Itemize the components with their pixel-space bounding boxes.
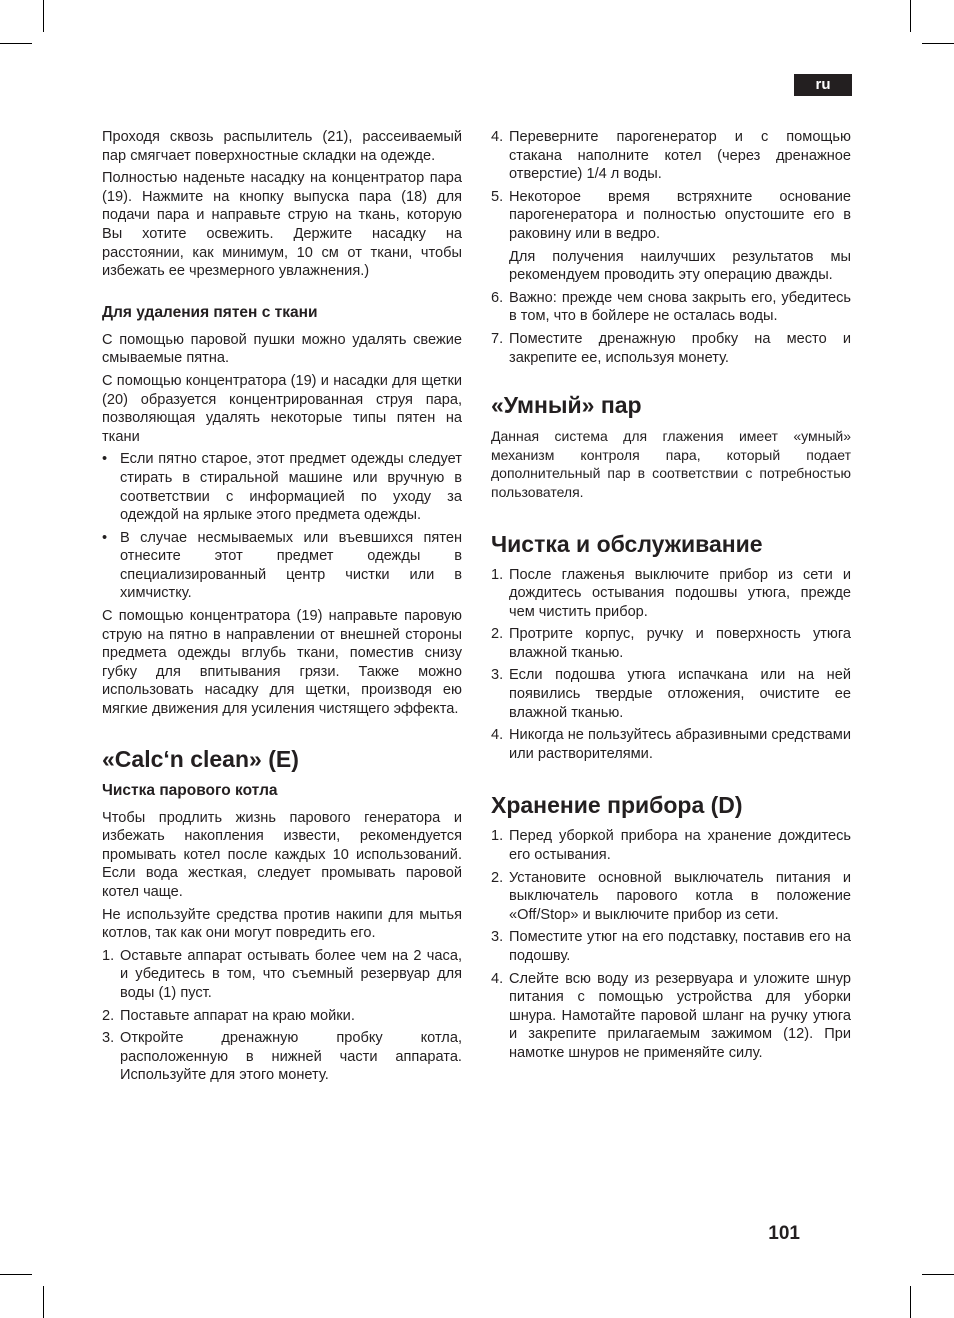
paragraph: С помощью концентратора (19) направьте паровую струю на пятно в направлении от внешней стороны предмета одежды вглубь ткани, поместив снизу губку для впитывания грязи. Также можно использовать насадку для щетки, производя ею мягкие движения для усиления чистящего эффекта.	[102, 608, 462, 718]
list-item	[491, 827, 851, 864]
list-item	[491, 128, 851, 184]
list-item	[491, 928, 851, 965]
right-column	[491, 128, 851, 1067]
bullet-marker: •	[102, 529, 108, 546]
list-item	[102, 1007, 462, 1026]
list-item	[102, 450, 462, 524]
step-number: 1.	[102, 947, 115, 964]
stains-heading: Для удаления пятен с ткани	[102, 303, 318, 321]
crop-mark	[43, 1286, 44, 1318]
crop-mark	[0, 43, 32, 44]
list-item	[491, 625, 851, 662]
list-item-text: Установите основной выключатель питания и выключатель парового котла в положение «Off/Stop» и выключите прибор из сети.	[509, 869, 851, 923]
crop-mark	[922, 43, 954, 44]
step-number: 5.	[491, 188, 504, 205]
list-item-text: Поместите дренажную пробку на место и закрепите ее, используя монету.	[509, 330, 851, 366]
step-number: 2.	[102, 1007, 115, 1024]
step-number: 2.	[491, 626, 504, 643]
paragraph: С помощью концентратора (19) и насадки для щетки (20) образуется концентрированная струя пара, позволяющая удалять некоторые типы пятен на ткани	[102, 372, 462, 445]
list-item-text: Протрите корпус, ручку и поверхность утюга влажной тканью.	[509, 626, 851, 661]
cleaning-steps-list	[491, 566, 851, 764]
list-item-text: Если пятно старое, этот предмет одежды следует стирать в стиральной машине или вручную в соответствии с информацией по уходу за одеждой на ярлыке этого предмета одежды.	[120, 451, 462, 524]
crop-mark	[910, 0, 911, 32]
page-number: 101	[768, 1223, 800, 1244]
left-column	[102, 128, 462, 1089]
list-item-text: Оставьте аппарат остывать более чем на 2 часа, и убедитесь в том, что съемный резервуар для воды (1) пуст.	[120, 947, 462, 1001]
list-item	[491, 869, 851, 925]
list-item	[491, 330, 851, 367]
calc-clean-subheading: Чистка парового котла	[102, 781, 278, 799]
step-number: 4.	[491, 970, 504, 987]
paragraph: Не используйте средства против накипи для мытья котлов, так как они могут повредить его.	[102, 906, 462, 942]
calc-clean-heading: «Calc‘n clean» (E)	[102, 745, 299, 772]
step-number: 4.	[491, 727, 504, 744]
step-number: 1.	[491, 828, 504, 845]
paragraph: Проходя сквозь распылитель (21), рассеиваемый пар смягчает поверхностные складки на одежде.	[102, 129, 462, 164]
crop-mark	[910, 1286, 911, 1318]
bullet-marker: •	[102, 451, 108, 468]
list-item-text: Поместите утюг на его подставку, поставив его на подошву.	[509, 929, 851, 964]
step-number: 7.	[491, 330, 504, 347]
smart-steam-heading: «Умный» пар	[491, 392, 642, 419]
cleaning-heading: Чистка и обслуживание	[491, 530, 763, 557]
list-item	[491, 970, 851, 1063]
list-item-text: Откройте дренажную пробку котла, расположенную в нижней части аппарата. Используйте для этого монету.	[120, 1030, 462, 1084]
list-item	[102, 1029, 462, 1085]
step-number: 3.	[102, 1030, 115, 1047]
list-item-text: Никогда не пользуйтесь абразивными средствами или растворителями.	[509, 727, 851, 762]
list-item-text: Важно: прежде чем снова закрыть его, убедитесь в том, что в бойлере не осталась воды.	[509, 289, 851, 325]
list-item-text: Поставьте аппарат на краю мойки.	[120, 1007, 355, 1024]
crop-mark	[43, 0, 44, 32]
list-item-text: Некоторое время встряхните основание парогенератора и полностью опустошите его в раковину или в ведро.	[509, 188, 851, 242]
list-item-note: Для получения наилучших результатов мы рекомендуем проводить эту операцию дважды.	[509, 248, 851, 284]
list-item	[102, 529, 462, 603]
language-tag: ru	[794, 74, 852, 96]
step-number: 2.	[491, 869, 504, 886]
step-number: 3.	[491, 667, 504, 684]
list-item	[491, 289, 851, 326]
crop-mark	[0, 1274, 32, 1275]
calc-clean-steps-continued	[491, 128, 851, 367]
list-item	[491, 726, 851, 763]
list-item	[102, 947, 462, 1003]
step-number: 1.	[491, 566, 504, 583]
step-number: 6.	[491, 289, 504, 306]
step-number: 4.	[491, 129, 504, 145]
storage-heading: Хранение прибора (D)	[491, 792, 743, 819]
list-item	[491, 188, 851, 285]
paragraph: Полностью наденьте насадку на концентратор пара (19). Нажмите на кнопку выпуска пара (18) для подачи пара и направьте струю на ткань, которую Вы хотите освежить. Держите насадку на расстоянии, как минимум, 10 см от ткани, чтобы избежать ее чрезмерного увлажнения.)	[102, 170, 462, 280]
paragraph: С помощью паровой пушки можно удалять свежие смываемые пятна.	[102, 331, 462, 367]
paragraph: Чтобы продлить жизнь парового генератора и избежать накопления извести, рекомендуется промывать котел после каждых 10 использований. Если вода жесткая, следует промывать паровой котел чаще.	[102, 809, 462, 900]
step-number: 3.	[491, 929, 504, 946]
list-item-text: Если подошва утюга испачкана или на ней появились твердые отложения, очистите ее влажной тканью.	[509, 667, 851, 721]
list-item	[491, 666, 851, 722]
list-item	[491, 566, 851, 622]
list-item-text: В случае несмываемых или въевшихся пятен отнесите этот предмет одежды в специализированный центр чистки или в химчистку.	[120, 529, 462, 602]
crop-mark	[922, 1274, 954, 1275]
list-item-text: После глаженья выключите прибор из сети и дождитесь остывания подошвы утюга, прежде чем чистить прибор.	[509, 566, 851, 620]
storage-steps-list	[491, 827, 851, 1062]
list-item-text: Слейте всю воду из резервуара и уложите шнур питания с помощью устройства для уборки шнура. Намотайте паровой шланг на ручку утюга и закрепите прилагаемым зажимом (12). При намотке шнуров не применяйте силу.	[509, 970, 851, 1061]
list-item-text: Переверните парогенератор и с помощью стакана наполните котел (через дренажное отверстие) 1/4 л воды.	[509, 129, 851, 183]
calc-clean-steps-list	[102, 947, 462, 1085]
stains-bullet-list	[102, 450, 462, 603]
paragraph: Данная система для глажения имеет «умный» механизм контроля пара, который подает дополнительный пар в соответствии с потребностью пользователя.	[491, 428, 851, 500]
list-item-text: Перед уборкой прибора на хранение дождитесь его остывания.	[509, 828, 851, 864]
